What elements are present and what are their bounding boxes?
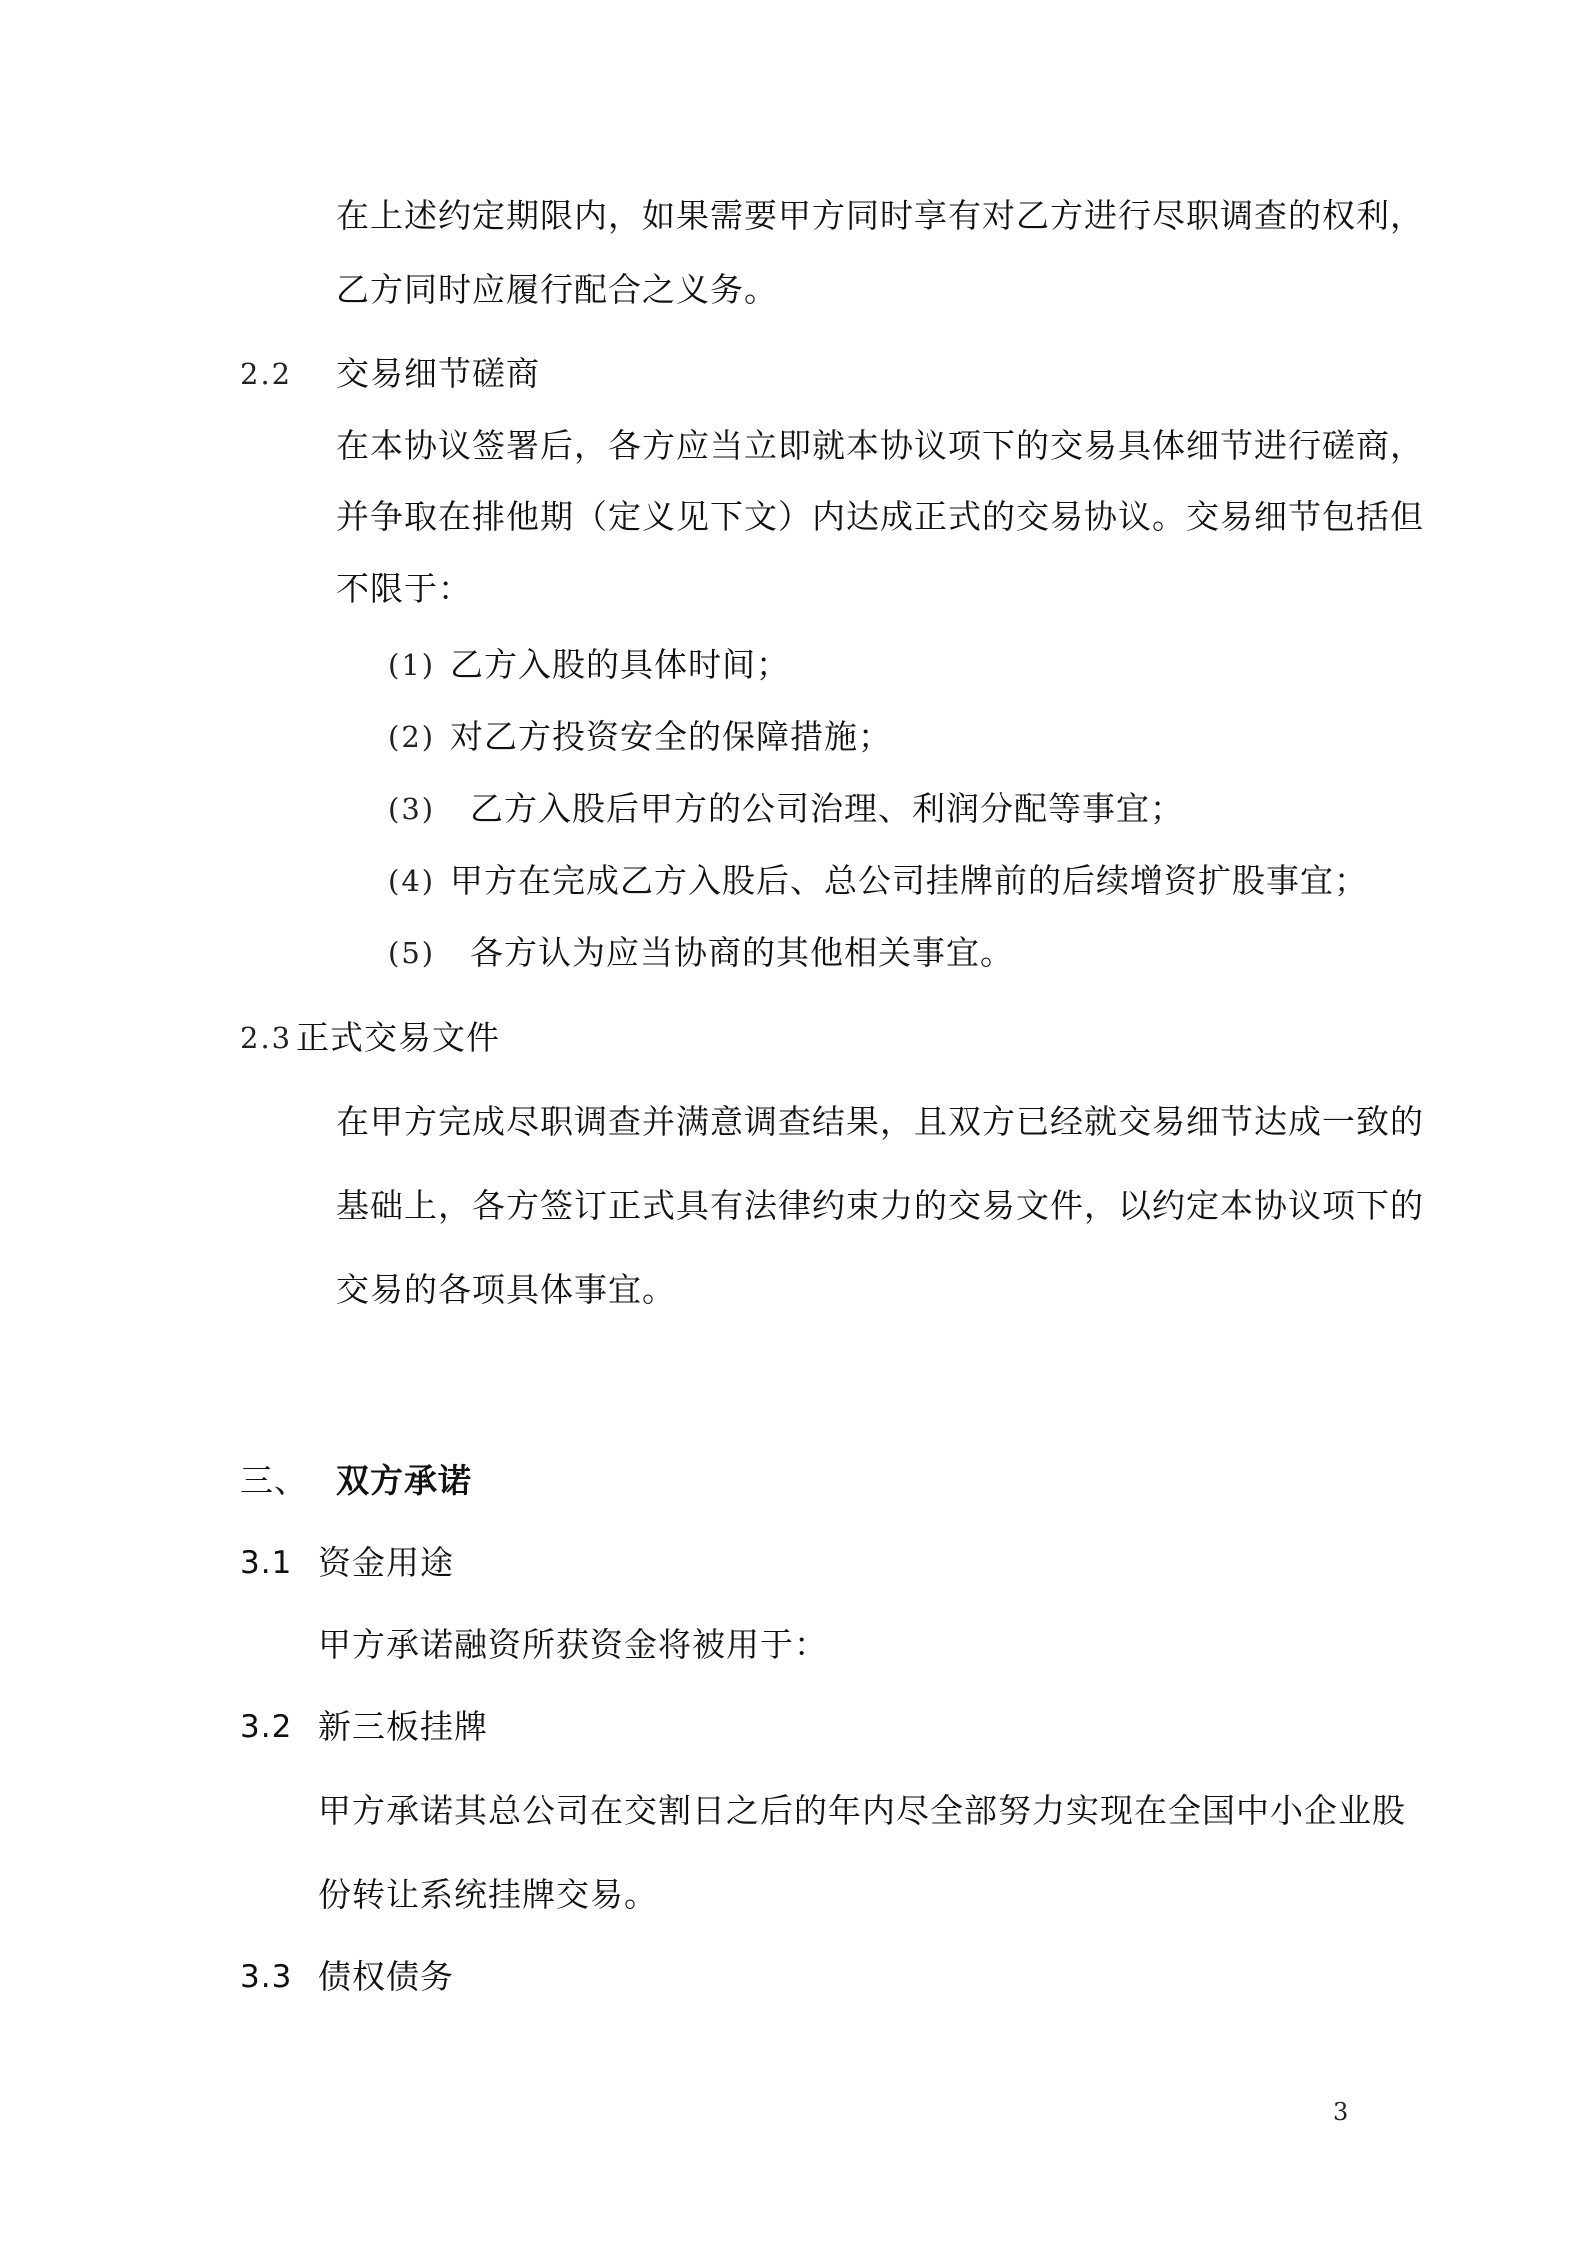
list-item-5-text: 各方认为应当协商的其他相关事宜。: [470, 933, 1014, 972]
intro-line-1: 在上述约定期限内，如果需要甲方同时享有对乙方进行尽职调查的权利，: [336, 196, 1424, 235]
clause-3-2-number: 3.2: [240, 1709, 293, 1745]
section-3-title: 双方承诺: [336, 1461, 472, 1500]
list-item-1-marker: (1): [388, 648, 436, 682]
list-item-3-text: 乙方入股后甲方的公司治理、利润分配等事宜；: [470, 789, 1184, 828]
clause-3-1-number: 3.1: [240, 1545, 293, 1581]
list-item-4-text: 甲方在完成乙方入股后、总公司挂牌前的后续增资扩股事宜；: [450, 861, 1368, 900]
clause-2-3-para-line-3: 交易的各项具体事宜。: [336, 1270, 676, 1309]
clause-2-2-para-line-1: 在本协议签署后，各方应当立即就本协议项下的交易具体细节进行磋商，: [336, 426, 1424, 465]
clause-2-3-para-line-1: 在甲方完成尽职调查并满意调查结果，且双方已经就交易细节达成一致的: [336, 1102, 1424, 1141]
list-item-2-marker: (2): [388, 720, 436, 754]
clause-3-2-para-line-1: 甲方承诺其总公司在交割日之后的年内尽全部努力实现在全国中小企业股: [318, 1791, 1406, 1830]
clause-3-3-title: 债权债务: [318, 1957, 454, 1996]
clause-2-2-number: 2.2: [240, 357, 293, 391]
list-item-4-marker: (4): [388, 864, 436, 898]
page-number: 3: [1333, 2098, 1350, 2126]
section-3-marker: 三、: [240, 1461, 308, 1500]
list-item-2-text: 对乙方投资安全的保障措施；: [450, 717, 892, 756]
clause-2-2-para-line-3: 不限于：: [336, 569, 472, 608]
clause-3-3-number: 3.3: [240, 1959, 293, 1995]
intro-line-2: 乙方同时应履行配合之义务。: [336, 270, 778, 309]
clause-2-3-title: 正式交易文件: [296, 1018, 500, 1057]
clause-2-3-number: 2.3: [240, 1021, 293, 1055]
list-item-3-marker: (3): [388, 792, 436, 826]
clause-3-2-para-line-2: 份转让系统挂牌交易。: [318, 1875, 658, 1914]
list-item-5-marker: (5): [388, 936, 436, 970]
clause-2-3-para-line-2: 基础上，各方签订正式具有法律约束力的交易文件，以约定本协议项下的: [336, 1186, 1424, 1225]
clause-3-2-title: 新三板挂牌: [318, 1707, 488, 1746]
clause-3-1-text: 甲方承诺融资所获资金将被用于：: [318, 1625, 828, 1664]
clause-2-2-para-line-2: 并争取在排他期（定义见下文）内达成正式的交易协议。交易细节包括但: [336, 497, 1424, 536]
list-item-1-text: 乙方入股的具体时间；: [450, 645, 790, 684]
clause-2-2-title: 交易细节磋商: [336, 354, 540, 393]
clause-3-1-title: 资金用途: [318, 1543, 454, 1582]
